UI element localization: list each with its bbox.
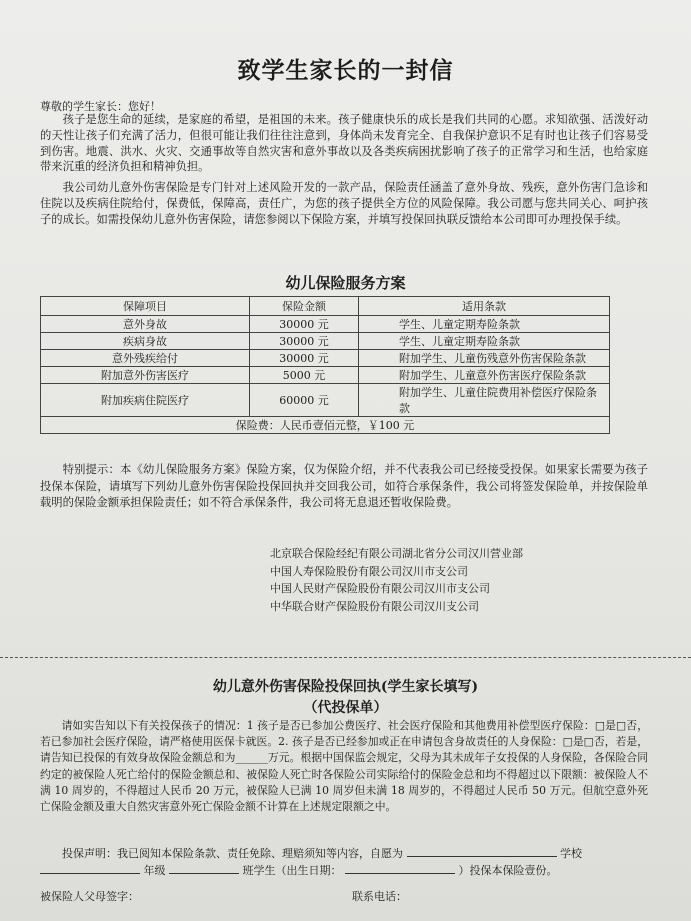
declaration-line [62, 845, 582, 861]
row-clause: 附加学生、儿童伤残意外伤害保险条款 [359, 350, 610, 367]
row-amount: 30000 元 [250, 350, 359, 367]
row-item: 附加疾病住院医疗 [41, 384, 250, 417]
premium-cell: 保险费：人民币壹佰元整，￥100 元 [41, 417, 610, 434]
slip-subtitle: （代投保单） [303, 700, 388, 716]
phone-label: 联系电话： [352, 890, 407, 903]
company-list [270, 545, 523, 615]
row-item: 疾病身故 [41, 333, 250, 350]
plan-title: 幼儿保险服务方案 [285, 274, 406, 292]
header-item: 保障项目 [41, 297, 250, 316]
product-paragraph: 我公司幼儿意外伤害保险是专门针对上述风险开发的一款产品，保险责任涵盖了意外身故、残疾，意外伤害门急诊和住院以及疾病住院给付，保费低，保障高，责任广，为您的孩子提供全方位的风险保障。我公司愿与您共同关心、呵护孩子的成长。如需投保幼儿意外伤害保险，请您参阅以下保险方案，并填写投保回执联反馈给本公司即可办理投保手续。 [40, 181, 648, 226]
declaration-text: 投保声明：我已阅知本保险条款、责任免除、理赔须知等内容，自愿为 [62, 847, 403, 860]
table-row [41, 316, 610, 333]
header-clause: 适用条款 [359, 297, 610, 316]
declaration-end: ）投保本保险壹份。 [458, 864, 558, 877]
class-field[interactable] [169, 863, 239, 874]
signature-label: 被保险人父母签字： [40, 890, 139, 903]
row-amount: 60000 元 [250, 384, 359, 417]
plan-table [40, 296, 610, 434]
company-name: 北京联合保险经纪有限公司湖北省分公司汉川营业部 [270, 547, 523, 560]
row-amount: 30000 元 [250, 333, 359, 350]
class-label: 班学生（出生日期： [242, 864, 342, 877]
birthdate-field[interactable] [345, 863, 455, 874]
slip-title: 幼儿意外伤害保险投保回执(学生家长填写) [212, 679, 479, 695]
company-name: 中国人寿保险股份有限公司汉川市支公司 [270, 564, 468, 578]
row-clause: 学生、儿童定期寿险条款 [359, 333, 610, 350]
slip-notice: 请如实告知以下有关投保孩子的情况：1 孩子是否已参加公费医疗、社会医疗保险和其他费用补偿型医疗保险：□是□否，若已参加社会医疗保险，请严格使用医保卡就医。2. 孩子是否已经参加或正在申请包含身故责任的人身保险：□是□否，若是，请告知已投保的有效身故保险金额总和为______万元。根据中国保监会规定，父母为其未成年子女投保的人身保险，各保险合同约定的被保险人死亡给付的保险金额总和、被保险人死亡时各保险公司实际给付的保险金总和均不得超过以下限额：被保险人不满 10 周岁的，不得超过人民币 20 万元，被保险人已满 10 周岁但未满 18 周岁的，不得超过人民币 50 万元。但航空意外死亡保险金额及重大自然灾害意外死亡保险金额不计算在上述规定限额之中。 [40, 719, 648, 814]
header-amount: 保险金额 [250, 297, 359, 316]
table-row [41, 367, 610, 384]
premium-row [41, 417, 610, 434]
special-notice: 特别提示：本《幼儿保险服务方案》保险方案，仅为保险介绍，并不代表我公司已经接受投保。如果家长需要为孩子投保本保险，请填写下列幼儿意外伤害保险投保回执并交回我公司，如符合承保条件，我公司将签发保险单，并按保险单载明的保险金额承担保险责任；如不符合承保条件，我公司将无息退还暂收保险费。 [40, 463, 648, 509]
row-item: 附加意外伤害医疗 [41, 367, 250, 384]
table-row [41, 384, 610, 417]
table-row [41, 350, 610, 367]
company-name: 中国人民财产保险股份有限公司汉川市支公司 [270, 582, 490, 595]
class-line [40, 862, 558, 878]
page-title: 致学生家长的一封信 [237, 57, 454, 84]
row-clause: 学生、儿童定期寿险条款 [359, 316, 610, 333]
row-amount: 30000 元 [250, 316, 359, 333]
plan-header-row [41, 297, 610, 316]
grade-label: 年级 [143, 864, 166, 877]
cut-line [0, 657, 691, 658]
table-row [41, 333, 610, 350]
row-item: 意外身故 [41, 316, 250, 333]
student-name-field[interactable] [407, 846, 557, 857]
grade-field[interactable] [40, 863, 140, 874]
company-name: 中华联合财产保险股份有限公司汉川支公司 [270, 599, 479, 613]
intro-paragraph: 孩子是您生命的延续，是家庭的希望，是祖国的未来。孩子健康快乐的成长是我们共同的心愿。求知欲强、活泼好动的天性让孩子们充满了活力，但很可能让我们往往注意到，身体尚未发育完全、自我保护意识不足有时也让孩子们容易受到伤害。地震、洪水、火灾、交通事故等自然灾害和意外事故以及各类疾病困扰影响了孩子的正常学习和生活，也给家庭带来沉重的经济负担和精神负担。 [40, 113, 648, 174]
row-item: 意外残疾给付 [41, 350, 250, 367]
greeting: 尊敬的学生家长：您好！ [40, 100, 161, 113]
school-label: 学校 [560, 847, 582, 860]
row-clause: 附加学生、儿童住院费用补偿医疗保险条款 [359, 384, 610, 417]
row-clause: 附加学生、儿童意外伤害医疗保险条款 [359, 367, 610, 384]
row-amount: 5000 元 [250, 367, 359, 384]
